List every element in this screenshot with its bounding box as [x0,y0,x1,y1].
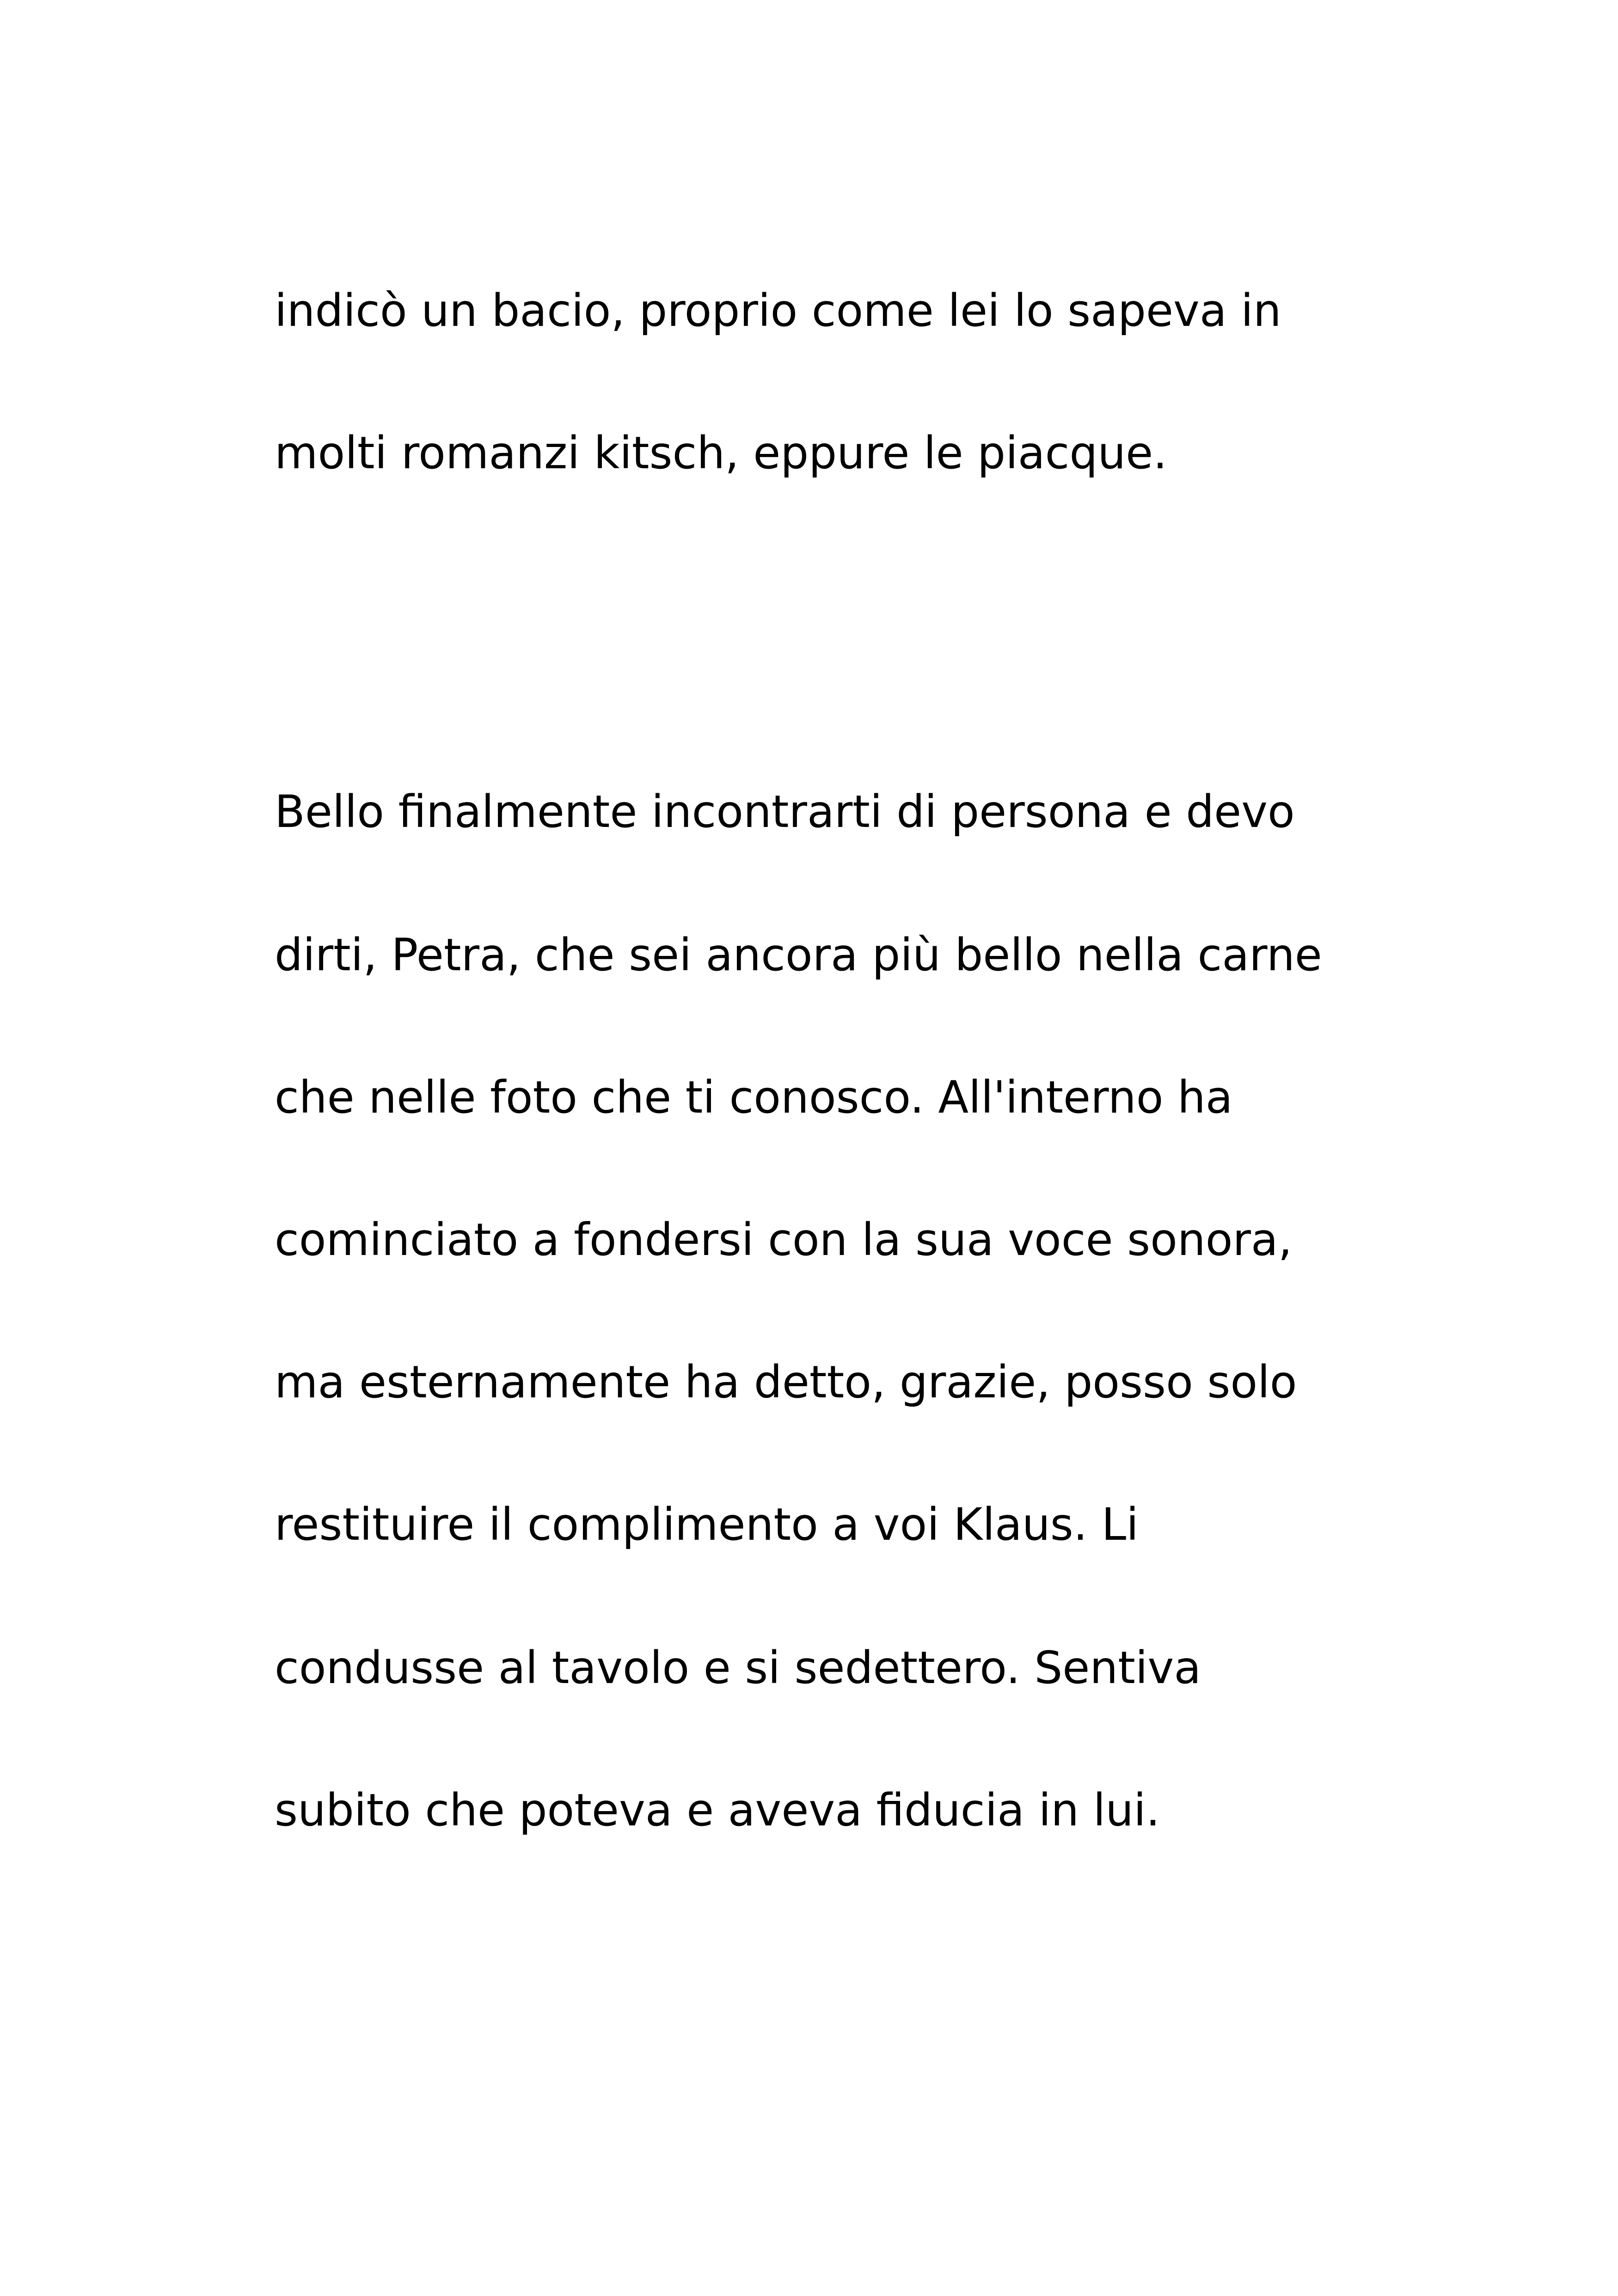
text-line: subito che poteva e aveva fiducia in lui. [275,1784,1160,1836]
text-line: ma esternamente ha detto, grazie, posso solo [275,1356,1297,1408]
text-line: restituire il complimento a voi Klaus. Li [275,1499,1139,1550]
text-line: cominciato a fondersi con la sua voce sonora, [275,1214,1293,1266]
text-line: indicò un bacio, proprio come lei lo sapeva in [275,285,1281,337]
text-line: condusse al tavolo e si sedettero. Sentiva [275,1642,1201,1694]
text-line: molti romanzi kitsch, eppure le piacque. [275,427,1167,479]
text-line: Bello finalmente incontrarti di persona e devo [275,786,1295,838]
text-line: dirti, Petra, che sei ancora più bello nella carne [275,929,1322,981]
text-line: che nelle foto che ti conosco. All'interno ha [275,1071,1233,1123]
